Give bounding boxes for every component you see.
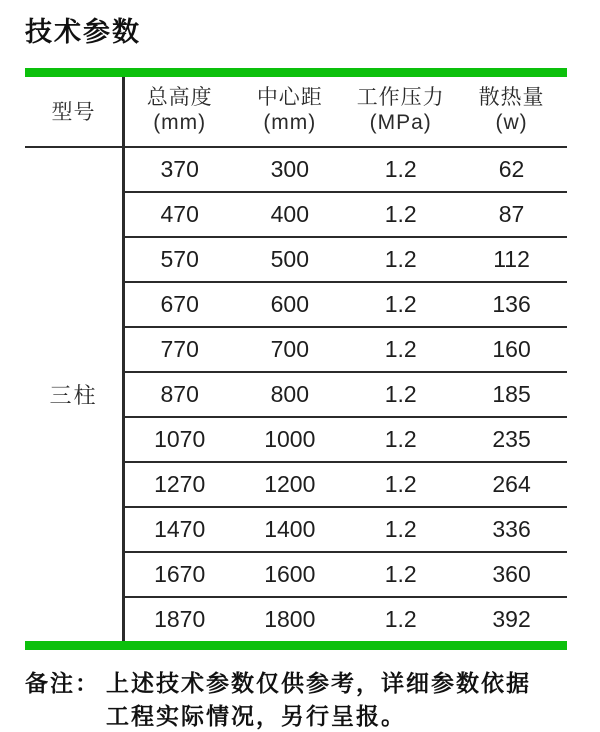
model-cell: 三柱 (25, 147, 124, 641)
cell: 500 (234, 237, 345, 282)
column-header-unit: (mm) (153, 111, 207, 135)
top-accent-bar (25, 68, 567, 77)
remark (25, 667, 567, 732)
cell: 160 (456, 327, 567, 372)
column-header-model: 型号 (25, 77, 124, 147)
cell: 770 (124, 327, 235, 372)
page-title: 技术参数 (25, 17, 141, 47)
cell: 570 (124, 237, 235, 282)
cell: 336 (456, 507, 567, 552)
column-header-name: 工作压力 (356, 86, 445, 110)
cell: 600 (234, 282, 345, 327)
cell: 470 (124, 192, 235, 237)
cell: 360 (456, 552, 567, 597)
remark-line-1: 上述技术参数仅供参考，详细参数依据 (106, 669, 531, 696)
cell: 670 (124, 282, 235, 327)
column-header-name: 中心距 (256, 86, 323, 110)
cell: 700 (234, 327, 345, 372)
spec-table (25, 77, 567, 641)
cell: 1600 (234, 552, 345, 597)
table-header (25, 77, 567, 147)
cell: 400 (234, 192, 345, 237)
cell: 1.2 (345, 327, 456, 372)
cell: 870 (124, 372, 235, 417)
cell: 392 (492, 605, 531, 632)
remark-text (106, 667, 567, 732)
column-header (124, 77, 235, 147)
cell: 1200 (234, 462, 345, 507)
cell: 1.2 (345, 237, 456, 282)
cell: 235 (456, 417, 567, 462)
column-header-name: 散热量 (478, 86, 545, 110)
cell: 1.2 (345, 147, 456, 192)
cell: 264 (456, 462, 567, 507)
column-header-unit: (mm) (263, 111, 317, 135)
column-header-name: 总高度 (146, 86, 213, 110)
cell: 800 (234, 372, 345, 417)
cell: 112 (456, 237, 567, 282)
cell: 1270 (124, 462, 235, 507)
cell: 1.2 (345, 507, 456, 552)
cell: 1470 (124, 507, 235, 552)
cell: 1400 (234, 507, 345, 552)
remark-line-2: 工程实际情况，另行呈报。 (106, 702, 406, 729)
cell: 1.2 (345, 282, 456, 327)
cell: 185 (456, 372, 567, 417)
cell: 1.2 (345, 462, 456, 507)
cell: 1800 (264, 605, 316, 632)
bottom-accent-bar (25, 641, 567, 650)
column-header-unit: (w) (495, 111, 528, 135)
cell: 1.2 (345, 372, 456, 417)
cell: 1070 (124, 417, 235, 462)
column-header (234, 77, 345, 147)
cell: 1.2 (345, 417, 456, 462)
column-header-unit: (MPa) (369, 111, 432, 135)
cell: 1.2 (345, 192, 456, 237)
column-header (456, 77, 567, 147)
cell: 62 (456, 147, 567, 192)
cell: 1000 (234, 417, 345, 462)
table-row (25, 147, 567, 192)
cell: 300 (234, 147, 345, 192)
cell: 1670 (124, 552, 235, 597)
remark-label: 备注： (25, 669, 100, 696)
cell: 136 (456, 282, 567, 327)
cell: 370 (124, 147, 235, 192)
cell: 87 (456, 192, 567, 237)
header-row (25, 77, 567, 147)
cell: 1.2 (384, 605, 417, 632)
cell: 1870 (154, 605, 206, 632)
table-body (25, 147, 567, 641)
column-header (345, 77, 456, 147)
cell: 1.2 (345, 552, 456, 597)
